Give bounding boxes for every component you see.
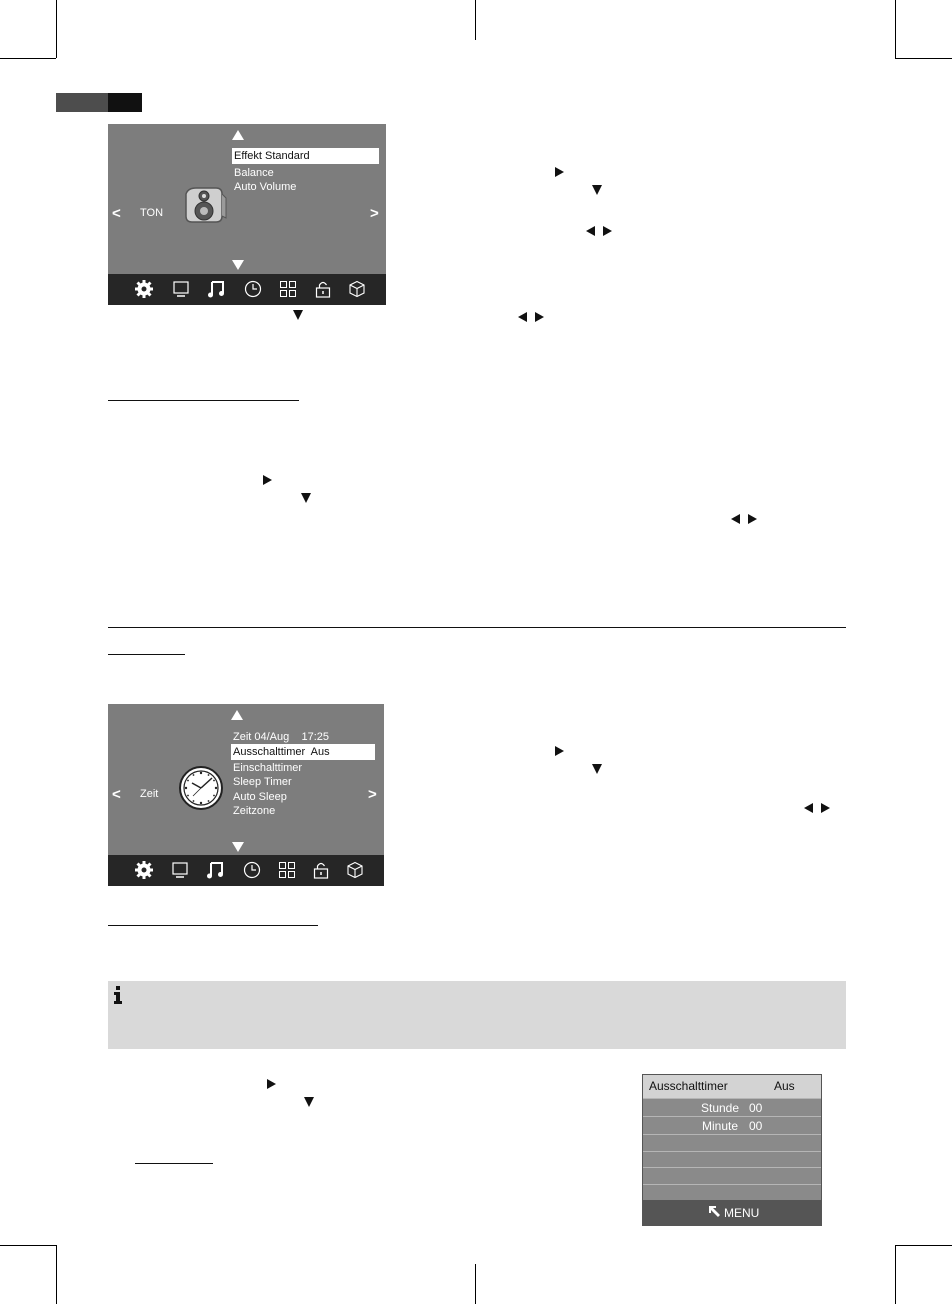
timer-row-minute[interactable] <box>643 1116 821 1133</box>
crop-mark <box>56 0 57 58</box>
timer-row-empty <box>643 1167 821 1184</box>
down-arrow-icon <box>301 493 311 503</box>
crop-mark <box>895 1245 896 1304</box>
crop-mark <box>895 58 952 59</box>
timer-row-empty <box>643 1134 821 1151</box>
menu-item[interactable]: Auto Sleep <box>233 791 287 803</box>
down-arrow-icon <box>293 310 303 320</box>
section-heading-underline <box>135 1163 213 1164</box>
speaker-icon <box>182 184 228 224</box>
timer-title: Ausschalttimer <box>649 1079 728 1093</box>
lock-icon[interactable] <box>314 280 332 298</box>
crop-mark <box>0 1245 56 1246</box>
right-arrow-icon <box>263 475 272 485</box>
hour-label: Stunde <box>701 1101 740 1115</box>
cube-icon[interactable] <box>346 861 364 879</box>
section-heading-underline <box>108 925 318 926</box>
category-label: Zeit <box>140 788 159 800</box>
clock-icon[interactable] <box>244 280 262 298</box>
minute-value[interactable]: 00 <box>749 1119 763 1133</box>
left-arrow-icon <box>518 312 527 322</box>
menu-label: MENU <box>724 1206 760 1220</box>
menu-item[interactable]: Einschalttimer <box>233 762 303 774</box>
right-arrow-icon <box>555 746 564 756</box>
grid-icon[interactable] <box>278 861 296 879</box>
category-label: TON <box>140 207 164 219</box>
nav-left-icon[interactable]: < <box>112 205 121 222</box>
timer-row-empty <box>643 1151 821 1168</box>
gear-icon[interactable] <box>135 280 153 298</box>
scroll-down-icon <box>232 260 244 270</box>
crop-mark <box>475 1264 476 1304</box>
timer-dialog-header <box>643 1075 821 1098</box>
right-arrow-icon <box>748 514 757 524</box>
section-divider <box>108 627 846 628</box>
down-arrow-icon <box>592 185 602 195</box>
down-arrow-icon <box>592 764 602 774</box>
right-arrow-icon <box>535 312 544 322</box>
right-arrow-icon <box>603 226 612 236</box>
zeit-menu-screen <box>108 704 384 886</box>
menu-item[interactable]: Zeitzone <box>233 805 276 817</box>
menu-icon-bar <box>108 855 384 886</box>
down-arrow-icon <box>304 1097 314 1107</box>
lock-icon[interactable] <box>312 861 330 879</box>
menu-item[interactable]: Auto Volume <box>234 181 297 193</box>
crop-mark <box>895 0 896 58</box>
language-tab-gray <box>56 93 108 112</box>
nav-left-icon[interactable]: < <box>112 786 121 803</box>
section-heading-underline <box>108 400 299 401</box>
timer-dialog-footer[interactable] <box>643 1200 821 1225</box>
gear-icon[interactable] <box>135 861 153 879</box>
monitor-icon[interactable] <box>171 861 189 879</box>
crop-mark <box>475 0 476 40</box>
info-icon <box>113 986 123 1004</box>
clock-icon[interactable] <box>243 861 261 879</box>
timer-dialog <box>642 1074 822 1226</box>
nav-right-icon[interactable]: > <box>370 205 379 222</box>
cube-icon[interactable] <box>348 280 366 298</box>
note-box <box>108 981 846 1049</box>
music-note-icon[interactable] <box>206 861 224 879</box>
minute-label: Minute <box>702 1119 739 1133</box>
language-tab-dark <box>108 93 142 112</box>
grid-icon[interactable] <box>279 280 297 298</box>
menu-item: Zeit 04/Aug 17:25 <box>233 731 330 743</box>
left-arrow-icon <box>586 226 595 236</box>
menu-item-selected[interactable]: Ausschalttimer Aus <box>231 744 375 760</box>
section-heading-underline <box>108 654 185 655</box>
scroll-down-icon <box>232 842 244 852</box>
nav-right-icon[interactable]: > <box>368 786 377 803</box>
right-arrow-icon <box>821 803 830 813</box>
right-arrow-icon <box>555 167 564 177</box>
monitor-icon[interactable] <box>172 280 190 298</box>
timer-row-empty <box>643 1184 821 1201</box>
scroll-up-icon <box>232 130 244 140</box>
menu-icon-bar <box>108 274 386 305</box>
menu-item[interactable]: Sleep Timer <box>233 776 292 788</box>
left-arrow-icon <box>804 803 813 813</box>
return-arrow-icon <box>708 1205 722 1219</box>
analog-clock-icon <box>178 765 224 811</box>
crop-mark <box>895 1245 952 1246</box>
scroll-up-icon <box>231 710 243 720</box>
hour-value[interactable]: 00 <box>749 1101 763 1115</box>
timer-status[interactable]: Aus <box>774 1079 795 1093</box>
left-arrow-icon <box>731 514 740 524</box>
right-arrow-icon <box>267 1079 276 1089</box>
ton-menu-screen <box>108 124 386 305</box>
menu-item-selected[interactable]: Effekt Standard <box>232 148 379 164</box>
timer-row-hour[interactable] <box>643 1098 821 1115</box>
crop-mark <box>0 58 56 59</box>
music-note-icon[interactable] <box>207 280 225 298</box>
menu-item[interactable]: Balance <box>234 167 274 179</box>
crop-mark <box>56 1245 57 1304</box>
